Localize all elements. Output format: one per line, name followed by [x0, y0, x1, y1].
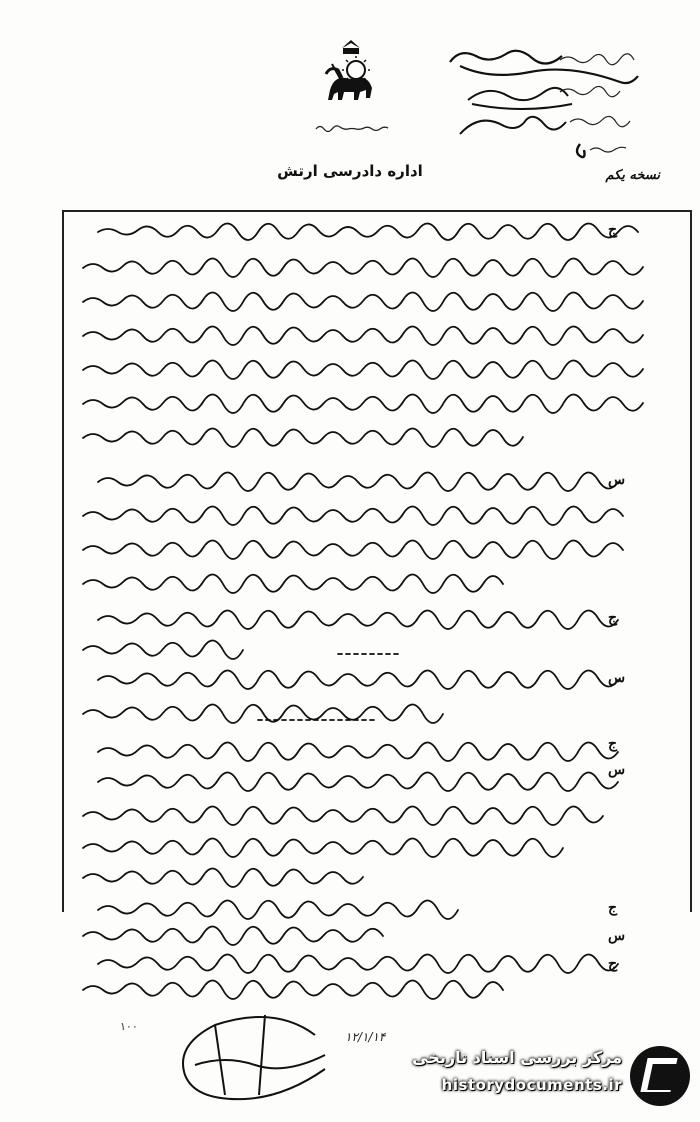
- lion-and-sun-emblem-icon: [322, 40, 380, 110]
- qa-marker: س: [608, 472, 626, 488]
- qa-marker: ج: [608, 610, 618, 626]
- emblem-caption-scribble: [312, 122, 392, 134]
- qa-marker: س: [608, 670, 626, 686]
- qa-marker: ج: [608, 956, 618, 972]
- qa-marker: ج: [608, 736, 618, 752]
- watermark-site-name: مرکز بررسی اسناد تاریخی: [412, 1048, 622, 1067]
- qa-marker: س: [608, 928, 626, 944]
- date-handwritten: ۱۲/۱/۱۴: [345, 1030, 386, 1044]
- watermark-url: historydocuments.ir: [441, 1076, 622, 1094]
- qa-marker: ج: [608, 222, 618, 238]
- header-meta-handwriting: [390, 42, 680, 182]
- book-logo-icon: [630, 1046, 690, 1106]
- handwritten-body: [78, 220, 678, 1000]
- qa-marker: س: [608, 762, 626, 778]
- department-title: اداره دادرسی ارتش: [277, 162, 423, 180]
- copy-number-stamp: نسخه یکم: [605, 168, 660, 183]
- page-marker: ۱۰۰: [120, 1020, 138, 1033]
- site-watermark: [390, 1042, 690, 1112]
- handwritten-signature: [175, 1005, 335, 1105]
- qa-marker: ج: [608, 900, 618, 916]
